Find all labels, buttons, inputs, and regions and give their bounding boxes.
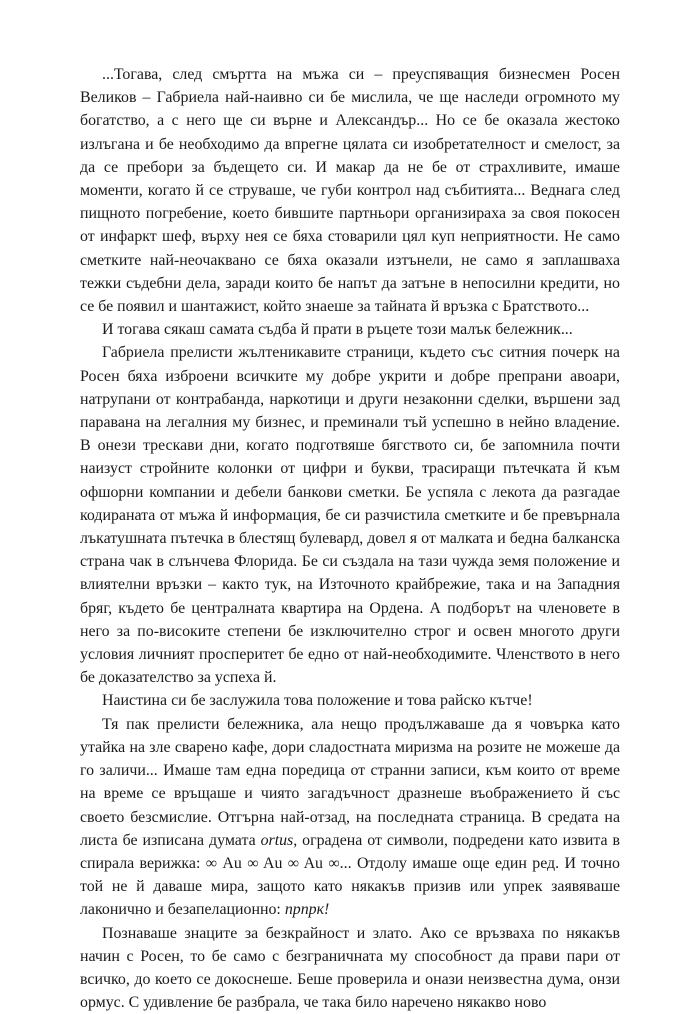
paragraph-text: Тя пак прелисти бележника, ала нещо продължаваше да я човърка като утайка на зле сварено кафе, дори сладостната миризма на розите не можеше да го заличи... Имаше там една поредица от странни записи, към които от време на време се връщаше и чиято загадъчност дразнеше въображението й със своето безсмислие. Отгърна най-отзад, на последната страница. В средата на листа бе изписана думата [80, 715, 620, 849]
paragraph: И тогава сякаш самата съдба й прати в ръцете този малък бележник... [102, 321, 573, 339]
book-page-text [80, 63, 620, 1014]
italic-word: ortus [260, 831, 294, 849]
italic-word: прпрк! [284, 901, 330, 919]
paragraph: Познаваше знаците за безкрайност и злато. Ако се връзваха по някакъв начин с Росен, то бе само с безграничната му способност да прави пари от всичко, до което се докоснеше. Беше проверила и онази неизвестна дума, онзи ормус. С удивление бе разбрала, че така било наречено някакво ново [80, 924, 620, 1012]
paragraph: Габриела прелисти жълтеникавите страници, където със ситния почерк на Росен бяха изброени всичките му добре укрити и добре препрани авоари, натрупани от контрабанда, наркотици и други незаконни сделки, вършени зад паравана на легалния му бизнес, и преминали тъй успешно в нейно владение. В онези трескави дни, когато подготвяше бягството си, бе запомнила почти наизуст стройните колонки от цифри и букви, трасиращи пътечката й към офшорни компании и дебели банкови сметки. Бе успяла с лекота да разгадае кодираната от мъжа й информация, бе си разчистила сметките и бе превърнала лъкатушната пътечка в блестящ булевард, довел я от малката и бедна балканска страна чак в слънчева Флорида. Бе си създала на тази чужда земя положение и влиятелни връзки – както тук, на Източното крайбрежие, така и на Западния бряг, където бе централната квартира на Ордена. А подборът на членовете в него за по-високите степени бе изключително строг и освен многото други условия личният просперитет бе едно от най-необходимите. Членството в него бе доказателство за успеха й. [80, 344, 620, 687]
paragraph: Наистина си бе заслужила това положение и това райско кътче! [102, 692, 533, 710]
paragraph [80, 713, 620, 922]
paragraph-text: , оградена от символи, подредени като извита в спирала верижка: ∞ Au ∞ Au ∞ Au ∞... Отдолу имаше още един ред. И точно той не й даваше мира, защото като някакъв призив или упрек заявяваше лаконично и безапелационно: [80, 831, 620, 919]
paragraph: ...Тогава, след смъртта на мъжа си – преуспяващия бизнесмен Росен Великов – Габриела най-наивно си бе мислила, че ще наследи огромното му богатство, а с него ще си върне и Александър... Но се бе оказала жестоко излъгана и бе необходимо да впрегне цялата си изобретателност и смелост, за да се пребори за бъдещето си. И макар да не бе от страхливите, имаше моменти, когато й се струваше, че губи контрол над събитията... Веднага след пищното погребение, което бившите партньори организираха за своя покосен от инфаркт шеф, върху нея се бяха стоварили цял куп неприятности. Не само сметките най-неочаквано се бяха оказали изтънели, не само я заплашваха тежки съдебни дела, заради които бе напът да затъне в непосилни кредити, но се бе появил и шантажист, който знаеше за тайната й връзка с Братството... [80, 66, 620, 316]
